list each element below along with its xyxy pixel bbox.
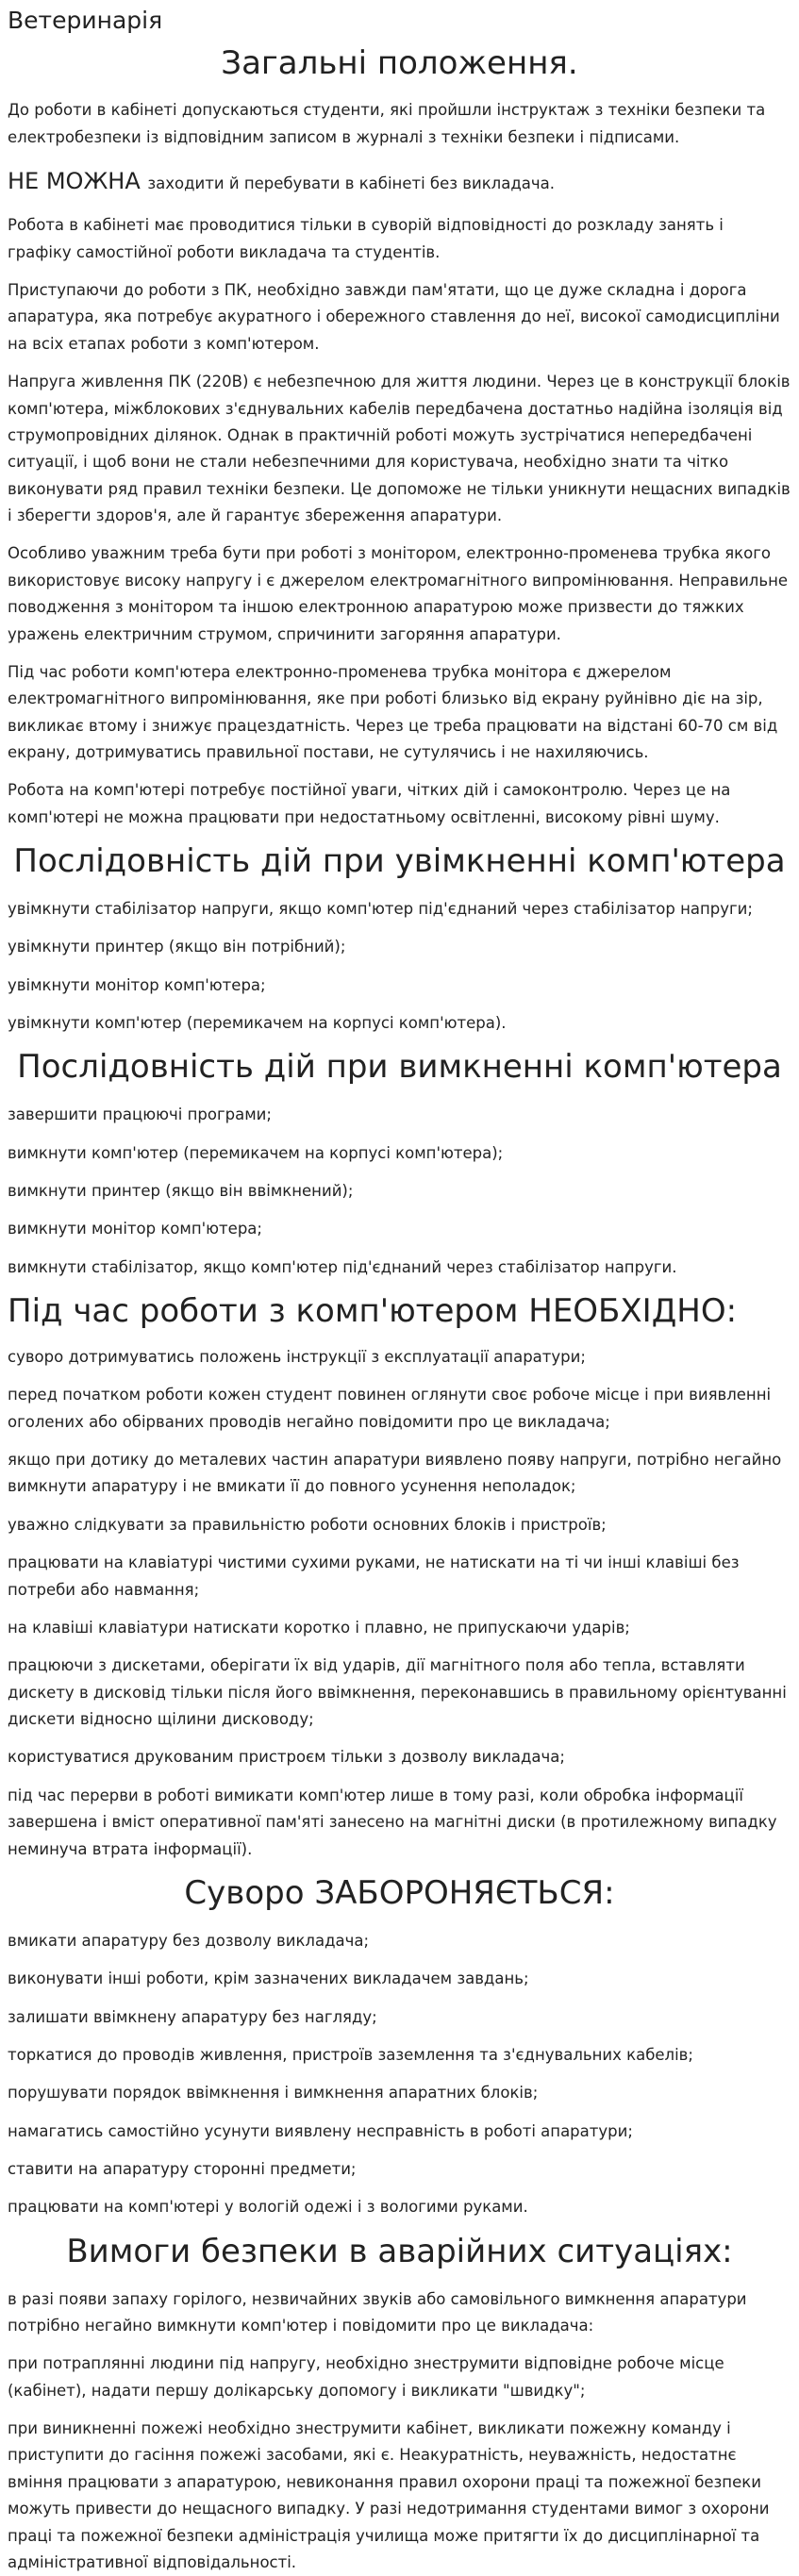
- forbidden-rule: працювати на комп'ютері у вологій одежі і з вологими руками.: [8, 2198, 528, 2217]
- forbidden-rule: виконувати інші роботи, крім зазначених викладачем завдань;: [8, 1969, 529, 1988]
- general-paragraph-8: Робота на комп'ютері потребує постійної уваги, чітких дій і самоконтролю. Через це на комп'ютері не можна працювати при недостатньому освітленні, високому рівні шуму.: [8, 781, 731, 826]
- power-off-step: вимкнути принтер (якщо він ввімкнений);: [8, 1182, 354, 1201]
- general-paragraph-5: Напруга живлення ПК (220В) є небезпечною для життя людини. Через це в конструкції блоків комп'ютера, міжблокових з'єднувальних кабелів передбачена достатньо надійна ізоляція від струмопровідних ділянок. Однак в практичній роботі можуть зустрічатися непередбачені ситуації, і щоб вони не стали небезпечними для користувача, необхідно знати та чітко виконувати ряд правил техніки безпеки. Це допоможе не тільки уникнути нещасних випадків і зберегти здоров'я, але й гарантує збереження апаратури.: [8, 373, 791, 525]
- required-rule: під час перерви в роботі вимикати комп'ютер лише в тому разі, коли обробка інформації завершена і вміст оперативної пам'яті занесено на магнітні диски (в протилежному випадку неминуча втрата інформації).: [8, 1786, 777, 1858]
- warning-text: заходити й перебувати в кабінеті без викладача.: [147, 175, 555, 193]
- forbidden-heading: Суворо ЗАБОРОНЯЄТЬСЯ:: [184, 1873, 615, 1912]
- power-off-step: завершити працюючі програми;: [8, 1105, 272, 1124]
- emergency-rule: при потраплянні людини під напругу, необхідно знеструмити відповідне робоче місце (кабінет), надати першу долікарську допомогу і викликати "швидку";: [8, 2354, 724, 2400]
- site-title: Ветеринарія: [8, 7, 163, 34]
- power-on-heading: Послідовність дій при увімкненні комп'ютера: [13, 842, 786, 881]
- power-off-step: вимкнути стабілізатор, якщо комп'ютер під'єднаний через стабілізатор напруги.: [8, 1257, 677, 1276]
- emergency-heading: Вимоги безпеки в аварійних ситуаціях:: [66, 2232, 733, 2270]
- general-paragraph-6: Особливо уважним треба бути при роботі з монітором, електронно-променева трубка якого використовує високу напругу і є джерелом електромагнітного випромінювання. Неправильне поводження з монітором та іншою електронною апаратурою може призвести до тяжких уражень електричним струмом, спричинити загоряння апаратури.: [8, 544, 789, 643]
- required-rule: перед початком роботи кожен студент повинен оглянути своє робоче місце і при виявленні оголених або обірваних проводів негайно повідомити про це викладача;: [8, 1386, 772, 1431]
- general-paragraph-1: До роботи в кабінеті допускаються студенти, які пройшли інструктаж з техніки безпеки та електробезпеки із відповідним записом в журналі з техніки безпеки і підписами.: [8, 101, 766, 146]
- general-heading: Загальні положення.: [221, 43, 578, 82]
- forbidden-rule: порушувати порядок ввімкнення і вимкнення апаратних блоків;: [8, 2084, 539, 2102]
- required-rule: уважно слідкувати за правильністю роботи основних блоків і пристроїв;: [8, 1515, 607, 1534]
- required-rule: працюючи з дискетами, оберігати їх від ударів, дії магнітного поля або тепла, вставляти дискету в дисковід тільки після його ввімкнення, переконавшись в правильному орієнтуванні дискети відносно щілини дисководу;: [8, 1656, 787, 1729]
- required-rule: на клавіші клавіатури натискати коротко і плавно, не припускаючи ударів;: [8, 1618, 630, 1637]
- power-off-step: вимкнути монітор комп'ютера;: [8, 1220, 262, 1238]
- power-on-step: увімкнути монітор комп'ютера;: [8, 975, 266, 994]
- power-on-step: увімкнути комп'ютер (перемикачем на корпусі комп'ютера).: [8, 1014, 507, 1033]
- required-rule: користуватися друкованим пристроєм тільки з дозволу викладача;: [8, 1748, 565, 1767]
- power-off-heading: Послідовність дій при вимкненні комп'ютера: [17, 1048, 782, 1087]
- required-heading: Під час роботи з комп'ютером НЕОБХІДНО:: [8, 1292, 738, 1331]
- power-on-step: увімкнути принтер (якщо він потрібний);: [8, 938, 346, 956]
- power-off-step: вимкнути комп'ютер (перемикачем на корпусі комп'ютера);: [8, 1143, 504, 1162]
- general-paragraph-4: Приступаючи до роботи з ПК, необхідно завжди пам'ятати, що це дуже складна і дорога апаратура, яка потребує акуратного і обережного ставлення до неї, високої самодисципліни на всіх етапах роботи з комп'ютером.: [8, 281, 780, 353]
- emergency-rule: в разі появи запаху горілого, незвичайних звуків або самовільного вимкнення апаратури потрібно негайно вимкнути комп'ютер і повідомити про це викладача:: [8, 2289, 747, 2335]
- forbidden-rule: ставити на апаратуру сторонні предмети;: [8, 2160, 357, 2178]
- required-rule: працювати на клавіатурі чистими сухими руками, не натискати на ті чи інші клавіші без потреби або навмання;: [8, 1554, 740, 1599]
- forbidden-rule: намагатись самостійно усунути виявлену несправність в роботі апаратури;: [8, 2121, 633, 2140]
- warning-emphasis: НЕ МОЖНА: [8, 168, 148, 195]
- power-on-step: увімкнути стабілізатор напруги, якщо комп'ютер під'єднаний через стабілізатор напруги;: [8, 899, 753, 918]
- forbidden-rule: вмикати апаратуру без дозволу викладача;: [8, 1931, 370, 1950]
- required-rule: якщо при дотику до металевих частин апаратури виявлено появу напруги, потрібно негайно вимкнути апаратуру і не вмикати її до повного усунення неполадок;: [8, 1451, 782, 1496]
- general-paragraph-3: Робота в кабінеті має проводитися тільки в суворій відповідності до розкладу занять і графіку самостійної роботи викладача та студентів.: [8, 216, 724, 261]
- emergency-rule: при виникненні пожежі необхідно знеструмити кабінет, викликати пожежну команду і приступити до гасіння пожежі засобами, які є. Неакуратність, неуважність, недостатнє вміння працювати з апаратурою, невиконання правил охорони праці та пожежної безпеки можуть привести до нещасного випадку. У разі недотримання студентами вимог з охорони праці та пожежної безпеки адміністрація училища може притягти їх до дисциплінарної та адміністративної відповідальності.: [8, 2419, 770, 2571]
- forbidden-rule: залишати ввімкнену апаратуру без нагляду;: [8, 2007, 377, 2026]
- general-paragraph-7: Під час роботи комп'ютера електронно-променева трубка монітора є джерелом електромагнітного випромінювання, яке при роботі близько від екрану руйнівно діє на зір, викликає втому і знижує працездатність. Через це треба працювати на відстані 60-70 см від екрану, дотримуватись правильної постави, не сутулячись і не нахиляючись.: [8, 662, 778, 762]
- forbidden-rule: торкатися до проводів живлення, пристроїв заземлення та з'єднувальних кабелів;: [8, 2045, 693, 2064]
- general-paragraph-2: [8, 162, 791, 201]
- required-rule: суворо дотримуватись положень інструкції з експлуатації апаратури;: [8, 1347, 586, 1366]
